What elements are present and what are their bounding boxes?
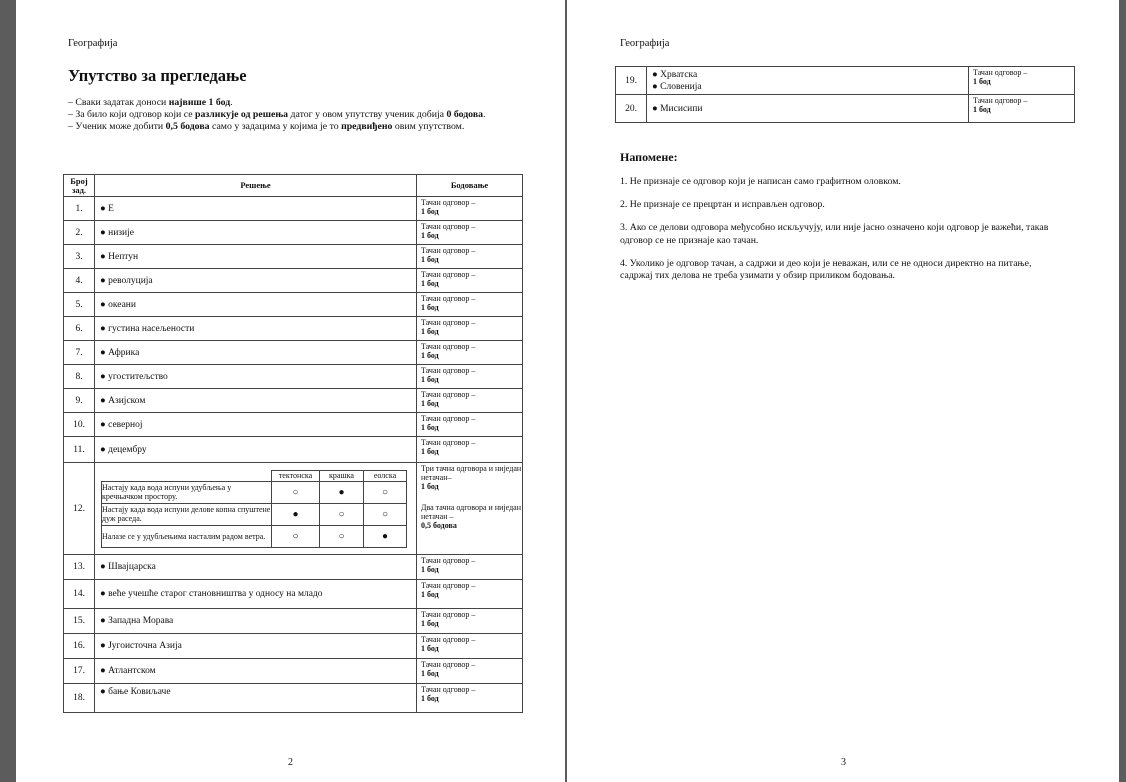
table-row	[64, 437, 523, 463]
page-3	[567, 0, 1119, 782]
points-cell	[417, 197, 523, 221]
points-value: 1 бод	[421, 423, 439, 432]
table-row	[64, 659, 523, 684]
instruction-text: само у задацима у којима је то	[209, 121, 342, 132]
question-number: 19.	[616, 67, 647, 95]
points-cell	[417, 437, 523, 463]
points-cell	[417, 293, 523, 317]
answer-line: ● Словенија	[652, 81, 702, 92]
note-item: 4. Уколико је одговор тачан, а садржи и део који је неважан, или се не односи директно на питање, садржај тих делова не треба узимати у обзир приликом бодовања.	[620, 257, 1032, 282]
page-number: 2	[288, 757, 293, 768]
points-text: Тачан одговор –	[421, 685, 476, 694]
instruction-text: .	[230, 97, 233, 108]
points-value: 1 бод	[421, 447, 439, 456]
table-row	[64, 365, 523, 389]
points-cell	[417, 245, 523, 269]
points-cell	[417, 389, 523, 413]
table-row	[64, 580, 523, 609]
question-number: 10.	[64, 413, 95, 437]
question-number: 15.	[64, 609, 95, 634]
note-item: 1. Не признаје се одговор који је написан само графитном оловком.	[620, 176, 901, 187]
table-row	[64, 609, 523, 634]
answer-cell: ● северној	[95, 413, 417, 437]
instruction-text: овим упутством.	[392, 121, 465, 132]
instruction-item	[68, 97, 488, 109]
points-cell	[417, 341, 523, 365]
points-text: Тачан одговор –	[421, 438, 476, 447]
page-2	[16, 0, 565, 782]
points-cell	[417, 609, 523, 634]
points-text: Тачан одговор –	[421, 246, 476, 255]
points-text: Два тачна одговора и ниједан нетачан –	[421, 503, 521, 521]
table-row	[64, 269, 523, 293]
instruction-emphasis: 0,5 бодова	[165, 121, 210, 132]
note-item: 2. Не признаје се прецртан и исправљен одговор.	[620, 199, 825, 211]
points-value: 1 бод	[421, 327, 439, 336]
points-text: Тачан одговор –	[421, 198, 476, 207]
filled-circle-icon: ●	[320, 481, 364, 503]
points-value: 1 бод	[421, 590, 439, 599]
points-cell	[417, 463, 523, 555]
page-number: 3	[841, 757, 846, 768]
question-number: 14.	[64, 580, 95, 609]
question-number: 9.	[64, 389, 95, 413]
table-row	[616, 67, 1075, 95]
points-value: 1 бод	[421, 669, 439, 678]
points-text: Тачан одговор –	[421, 414, 476, 423]
points-value: 1 бод	[421, 619, 439, 628]
points-value: 1 бод	[421, 207, 439, 216]
matching-row-label: Настају када вода испуни делове копна спуштене дуж расeда.	[102, 505, 271, 523]
question-number: 4.	[64, 269, 95, 293]
points-value: 1 бод	[421, 644, 439, 653]
instruction-text: .	[483, 109, 486, 120]
matching-column-header: крашка	[320, 470, 364, 481]
points-text: Тачан одговор –	[973, 96, 1028, 105]
question-number: 1.	[64, 197, 95, 221]
question-number: 5.	[64, 293, 95, 317]
answer-line: ● Мисисипи	[652, 103, 703, 114]
empty-circle-icon: ○	[272, 481, 320, 503]
table-row-q12	[64, 463, 523, 555]
points-value: 1 бод	[421, 482, 439, 491]
answer-cell: ● револуција	[95, 269, 417, 293]
points-cell	[417, 365, 523, 389]
empty-circle-icon: ○	[364, 503, 407, 525]
points-text: Тачан одговор –	[421, 610, 476, 619]
table-row	[64, 684, 523, 713]
question-number: 6.	[64, 317, 95, 341]
points-text: Тачан одговор –	[421, 318, 476, 327]
question-number: 17.	[64, 659, 95, 684]
answer-cell: ● океани	[95, 293, 417, 317]
answer-cell: ● Нептун	[95, 245, 417, 269]
answer-cell: ● Југоисточна Азија	[95, 634, 417, 659]
points-text: Тачан одговор –	[421, 342, 476, 351]
points-text: Тачан одговор –	[421, 294, 476, 303]
page-header: Географија	[68, 38, 118, 49]
points-text: Тачан одговор –	[421, 581, 476, 590]
answer-cell: ● Азијском	[95, 389, 417, 413]
points-cell	[969, 95, 1075, 123]
points-cell	[417, 221, 523, 245]
answer-cell: ● бање Ковиљаче	[95, 684, 417, 713]
points-text: Тачан одговор –	[421, 390, 476, 399]
points-value: 1 бод	[421, 375, 439, 384]
table-row	[64, 389, 523, 413]
points-cell	[417, 317, 523, 341]
points-text: Тачан одговор –	[421, 222, 476, 231]
column-header-number: Број зад.	[64, 175, 95, 197]
points-value: 1 бод	[973, 105, 991, 114]
points-value: 1 бод	[421, 231, 439, 240]
matching-column-header: еолска	[364, 470, 407, 481]
question-number: 7.	[64, 341, 95, 365]
instruction-emphasis: предвиђено	[341, 121, 393, 132]
points-value: 1 бод	[973, 77, 991, 86]
filled-circle-icon: ●	[272, 503, 320, 525]
table-row	[64, 413, 523, 437]
instruction-item	[68, 121, 488, 133]
instruction-emphasis: највише 1 бод	[168, 97, 231, 108]
points-text: Три тачна одговора и ниједан нетачан–	[421, 464, 522, 482]
instruction-item	[68, 109, 488, 121]
instruction-emphasis: 0 бодова	[446, 109, 484, 120]
table-row	[64, 245, 523, 269]
points-value: 1 бод	[421, 565, 439, 574]
points-value: 1 бод	[421, 255, 439, 264]
points-value: 1 бод	[421, 303, 439, 312]
empty-circle-icon: ○	[320, 503, 364, 525]
points-text: Тачан одговор –	[973, 68, 1028, 77]
answer-line: ● Хрватска	[652, 69, 698, 80]
answer-cell: ● Е	[95, 197, 417, 221]
answer-cell	[647, 67, 969, 95]
answer-cell: ● Западна Морава	[95, 609, 417, 634]
instruction-text: датог у овом упутству ученик добија	[288, 109, 447, 120]
table-row	[64, 293, 523, 317]
note-item: 3. Ако се делови одговора међусобно искључују, или није јасно означено који одговор је важећи, такав одговор се не признаје као тачан.	[620, 222, 1049, 246]
answer-cell: ● густина насељености	[95, 317, 417, 341]
answer-cell: ● Атлантском	[95, 659, 417, 684]
column-header-solution: Решење	[95, 175, 417, 197]
matching-row-label: Налазе се у удубљењима насталим радом ветра.	[102, 525, 272, 547]
filled-circle-icon: ●	[364, 525, 407, 547]
answer-key-table	[63, 174, 523, 713]
answer-cell: ● веће учешће старог становништва у односу на младо	[95, 580, 417, 609]
page-title: Упутство за прегледање	[68, 66, 247, 85]
answer-cell	[647, 95, 969, 123]
points-value: 1 бод	[421, 279, 439, 288]
question-number: 8.	[64, 365, 95, 389]
answer-key-table-continued	[615, 66, 1075, 123]
answer-cell: ● угоститељство	[95, 365, 417, 389]
question-number: 3.	[64, 245, 95, 269]
matching-table	[101, 470, 407, 548]
answer-cell	[95, 463, 417, 555]
points-cell	[417, 269, 523, 293]
page-header: Географија	[620, 38, 670, 49]
question-number: 11.	[64, 437, 95, 463]
points-text: Тачан одговор –	[421, 660, 476, 669]
table-row	[64, 317, 523, 341]
empty-circle-icon: ○	[320, 525, 364, 547]
empty-corner	[102, 470, 272, 481]
points-text: Тачан одговор –	[421, 270, 476, 279]
answer-cell: ● низије	[95, 221, 417, 245]
points-cell	[417, 659, 523, 684]
instruction-text: – Ученик може добити	[68, 121, 166, 132]
table-row	[616, 95, 1075, 123]
question-number: 16.	[64, 634, 95, 659]
question-number: 18.	[64, 684, 95, 713]
empty-circle-icon: ○	[272, 525, 320, 547]
points-cell	[969, 67, 1075, 95]
answer-cell: ● Швајцарска	[95, 555, 417, 580]
points-text: Тачан одговор –	[421, 556, 476, 565]
instruction-text: – За било који одговор који се	[68, 109, 196, 120]
notes	[620, 176, 1060, 293]
question-number: 20.	[616, 95, 647, 123]
notes-title: Напомене:	[620, 150, 678, 164]
points-text: Тачан одговор –	[421, 366, 476, 375]
points-cell	[417, 580, 523, 609]
points-value: 1 бод	[421, 694, 439, 703]
points-cell	[417, 413, 523, 437]
table-row	[64, 555, 523, 580]
table-row	[64, 221, 523, 245]
question-number: 13.	[64, 555, 95, 580]
table-row	[64, 341, 523, 365]
points-cell	[417, 555, 523, 580]
points-value: 0,5 бодова	[421, 521, 457, 530]
column-header-points: Бодовање	[417, 175, 523, 197]
matching-row-label: Настају када вода испуни удубљења у кречњачком простору.	[102, 481, 272, 503]
matching-column-header: тектонска	[272, 470, 320, 481]
table-row	[64, 197, 523, 221]
empty-circle-icon: ○	[364, 481, 407, 503]
instruction-emphasis: разликује од решења	[195, 109, 289, 120]
instructions	[68, 97, 488, 133]
question-number: 2.	[64, 221, 95, 245]
points-value: 1 бод	[421, 351, 439, 360]
points-cell	[417, 684, 523, 713]
answer-cell: ● децембру	[95, 437, 417, 463]
answer-cell: ● Африка	[95, 341, 417, 365]
table-row	[64, 634, 523, 659]
points-value: 1 бод	[421, 399, 439, 408]
points-text: Тачан одговор –	[421, 635, 476, 644]
instruction-text: – Сваки задатак доноси	[68, 97, 169, 108]
points-cell	[417, 634, 523, 659]
question-number: 12.	[64, 463, 95, 555]
